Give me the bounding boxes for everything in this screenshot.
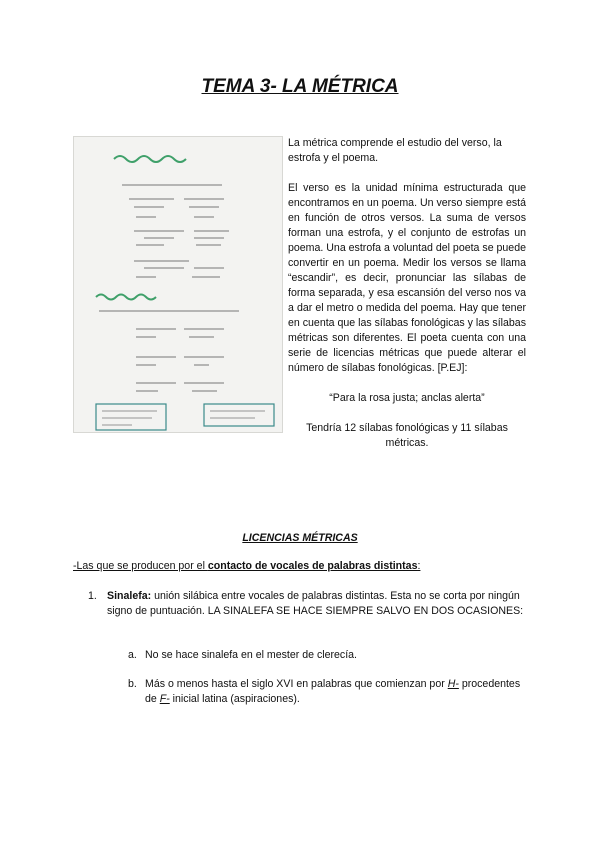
section-lead xyxy=(73,560,420,572)
sub-item-b xyxy=(128,677,528,707)
sub-text-b1: Más o menos hasta el siglo XVI en palabras que comienzan por xyxy=(145,678,448,690)
term-sinalefa: Sinalefa: xyxy=(107,590,152,602)
page-title: TEMA 3- LA MÉTRICA xyxy=(201,76,399,97)
sub-text-b3: inicial latina (aspiraciones). xyxy=(169,693,300,705)
list-number: 1. xyxy=(88,590,97,602)
sub-text-a: No se hace sinalefa en el mester de clerecía. xyxy=(145,649,357,661)
sinalefa-definition: unión silábica entre vocales de palabras distintas. Esta no se corta por ningún signo de puntuación. LA SINALEFA SE HACE SIEMPRE SALVO EN DOS OCASIONES: xyxy=(107,590,524,617)
notes-photo xyxy=(73,136,283,433)
section-subtitle: LICENCIAS MÉTRICAS xyxy=(242,532,358,544)
example-verse: “Para la rosa justa; anclas alerta” xyxy=(329,392,485,404)
handwritten-notes-image xyxy=(74,137,282,432)
sub-item-a xyxy=(128,648,528,663)
example-note: Tendría 12 sílabas fonológicas y 11 sílabas métricas. xyxy=(306,422,508,449)
lead-bold: contacto de vocales de palabras distintas xyxy=(207,560,418,572)
sub-text-b2: procedentes de xyxy=(145,678,521,705)
letter-h: H- xyxy=(447,678,459,690)
intro-text xyxy=(288,136,526,466)
list-item-sinalefa xyxy=(88,589,528,619)
intro-paragraph-2: El verso es la unidad mínima estructurada que encontramos en un poema. Un verso siempre está en función de otros versos. La suma de versos forman una estrofa, y el conjunto de estrofas un poema. Una estrofa a voluntad del poeta se puede convertir en un poema. Medir los versos se llama “escandir”, es decir, pronunciar las sílabas de forma separada, y esa escansión del verso nos va a dar el metro o medida del poema. Hay que tener en cuenta que las sílabas fonológicas y las sílabas métricas son diferentes. El poeta cuenta con una serie de licencias métricas que puede alterar el número de sílabas fonológicas. [P.EJ]: xyxy=(288,182,526,374)
intro-paragraph-1: La métrica comprende el estudio del verso, la estrofa y el poema. xyxy=(288,137,502,164)
lead-suffix: : xyxy=(417,560,421,572)
lead-prefix: -Las que se producen por el xyxy=(73,560,208,572)
letter-f: F- xyxy=(159,693,170,705)
sub-letter-b: b. xyxy=(128,678,137,690)
sub-letter-a: a. xyxy=(128,649,137,661)
